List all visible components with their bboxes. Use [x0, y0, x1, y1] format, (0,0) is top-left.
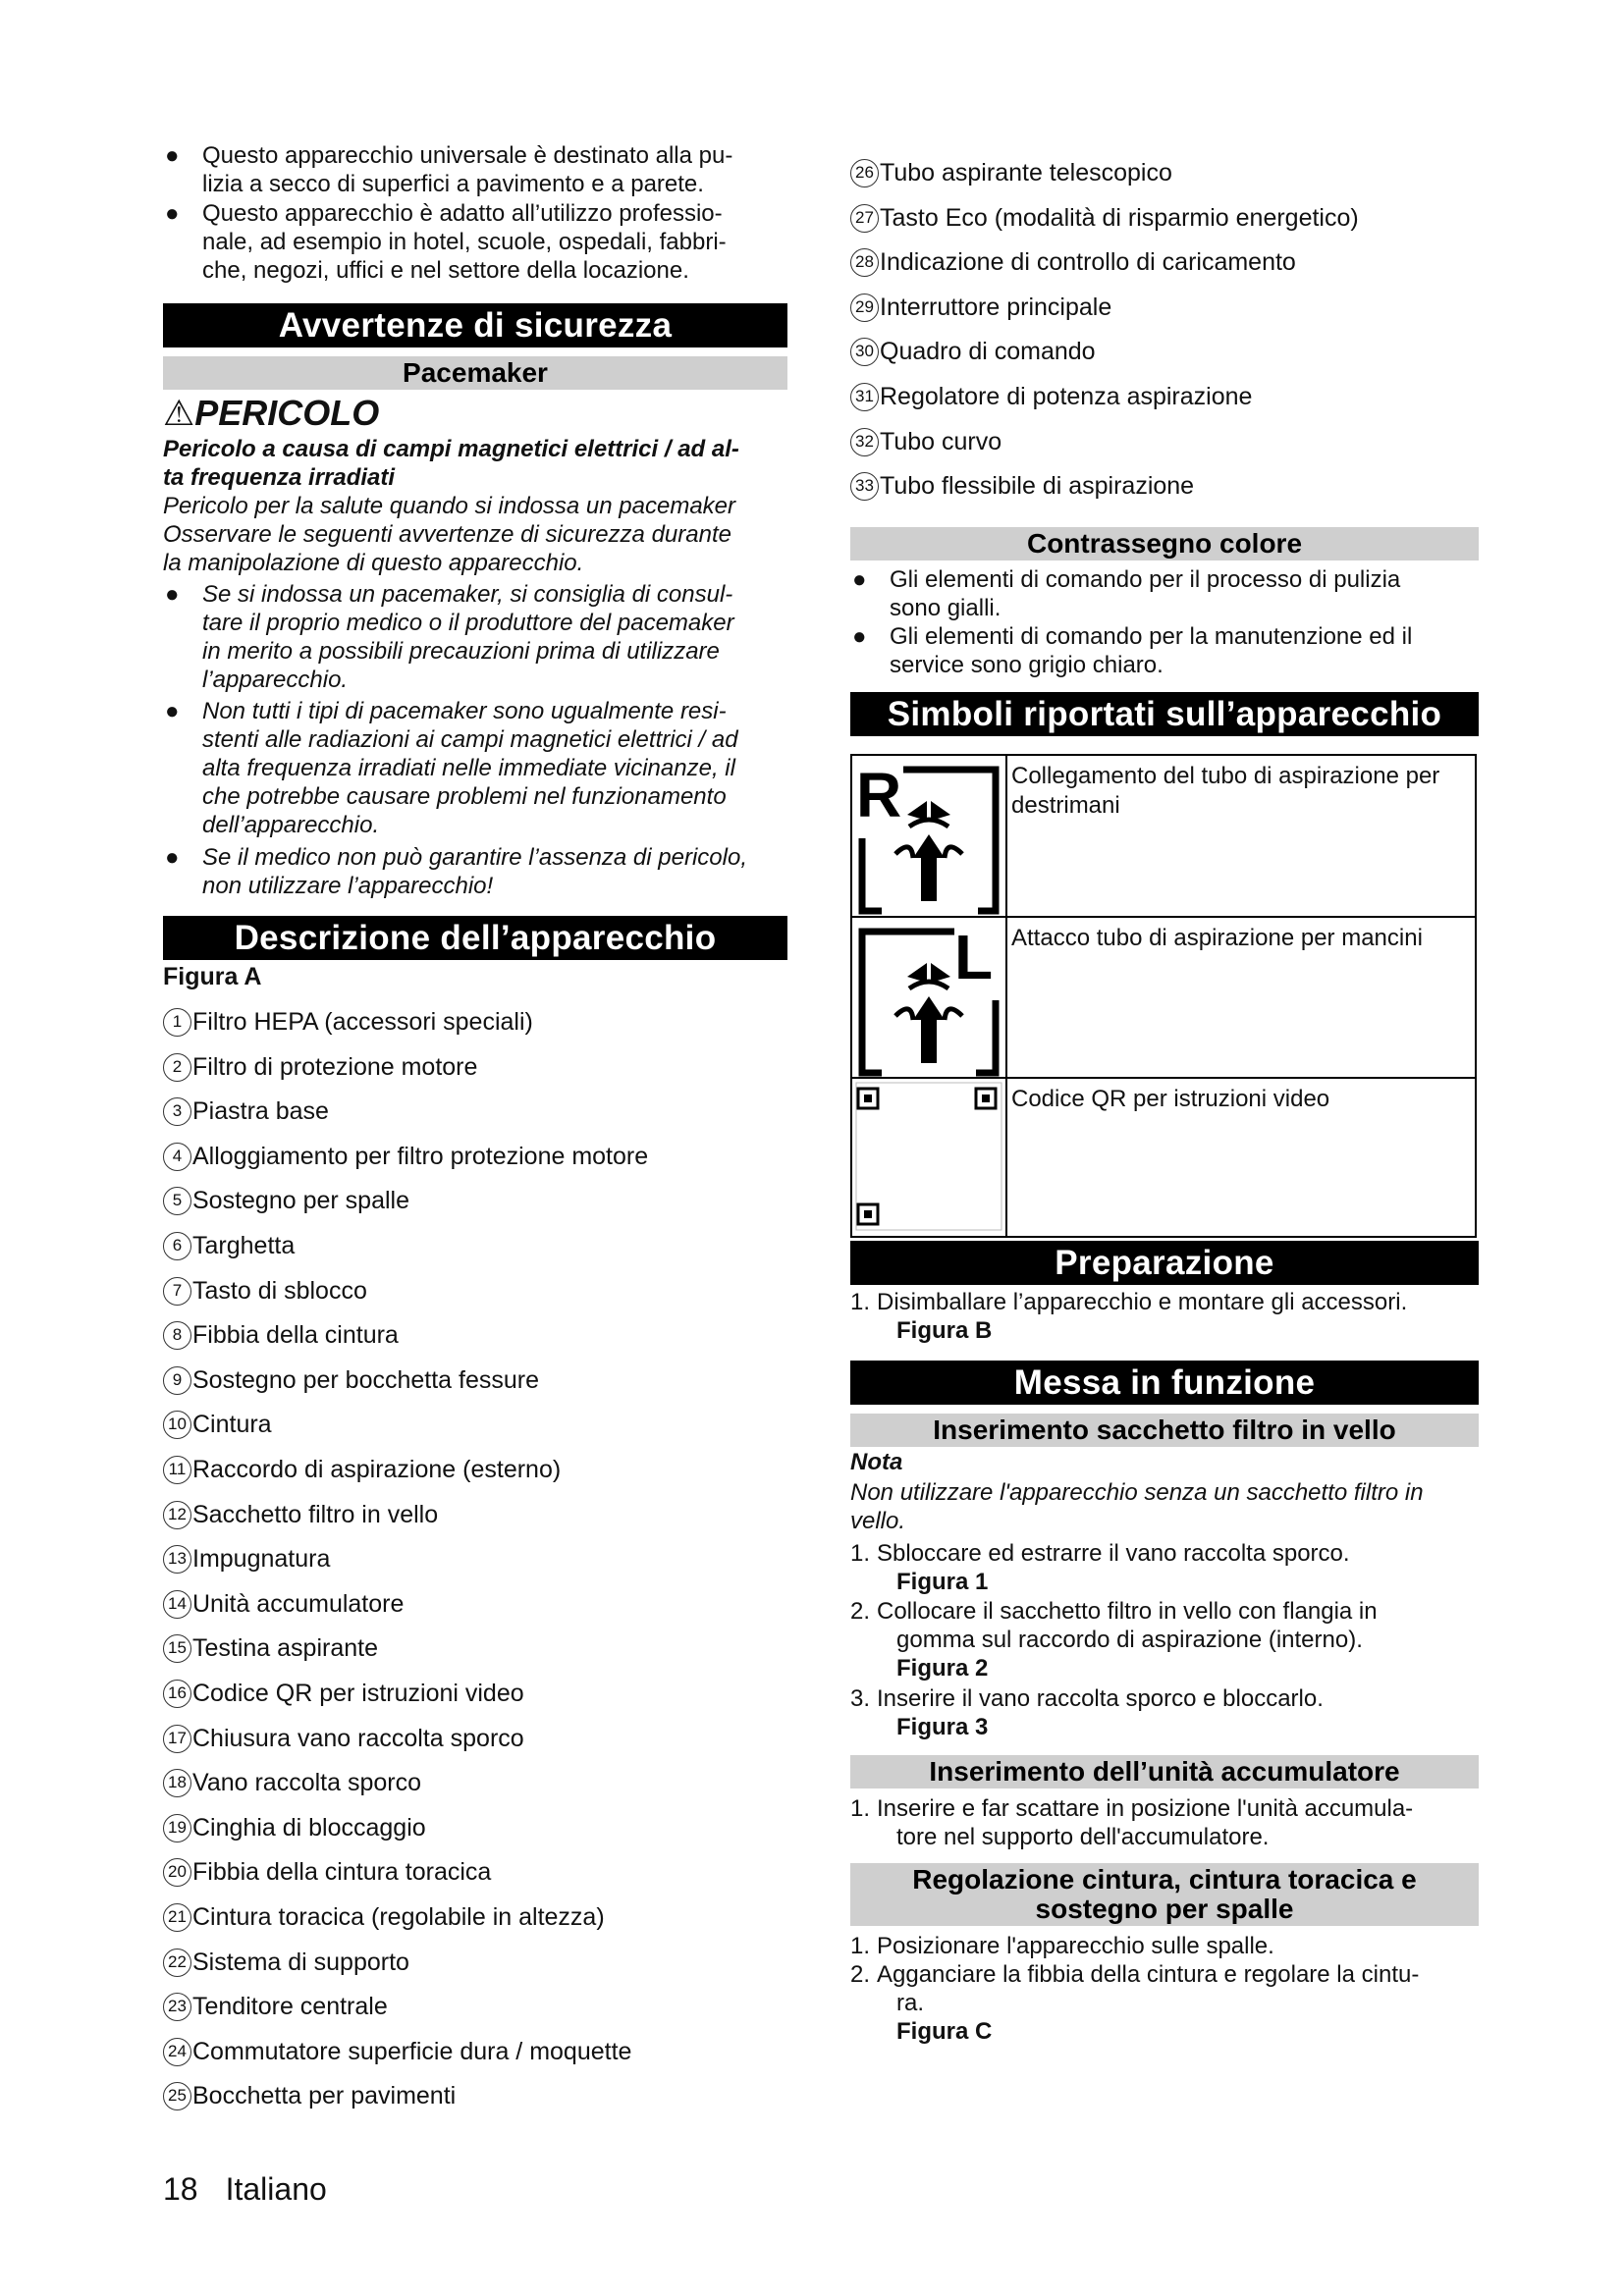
page-number: 18 — [163, 2171, 198, 2207]
item-label: Interruttore principale — [880, 293, 1112, 321]
note-title: Nota — [850, 1449, 903, 1475]
item-number: 27 — [850, 204, 879, 233]
item-label: Cintura — [192, 1410, 272, 1438]
component-item — [163, 1273, 367, 1308]
item-number: 31 — [850, 383, 879, 411]
item-number: 33 — [850, 472, 879, 501]
component-item — [163, 1721, 524, 1756]
component-item — [163, 1049, 477, 1085]
item-number: 15 — [163, 1634, 191, 1663]
component-item — [163, 1452, 561, 1487]
item-number: 32 — [850, 428, 879, 456]
item-label: Alloggiamento per filtro protezione motore — [192, 1142, 649, 1170]
component-item — [850, 379, 1252, 414]
component-item — [850, 334, 1096, 369]
item-number: 28 — [850, 248, 879, 277]
operation-heading: Messa in funzione — [850, 1361, 1479, 1405]
item-number: 7 — [163, 1277, 191, 1306]
belt-subheading: Regolazione cintura, cintura toracica e sostegno per spalle — [850, 1863, 1479, 1926]
item-number: 8 — [163, 1321, 191, 1350]
battery-step-1: 1. Inserire e far scattare in posizione l'unità accumula- tore nel supporto dell'accumulatore. — [850, 1795, 1414, 1850]
filter-step-1: 1. Sbloccare ed estrarre il vano raccolta sporco. Figura 1 — [850, 1540, 1350, 1595]
danger-description: Pericolo per la salute quando si indossa un pacemaker Osservare le seguenti avvertenze di sicurezza durante la manipolazione di questo apparecchio. — [163, 493, 736, 576]
symbol-row-right-hand: R Collegamento del tubo di aspirazione per destrimani — [852, 756, 1475, 918]
filter-step-2: 2. Collocare il sacchetto filtro in vello con flangia in gomma sul raccordo di aspirazione (interno). Figura 2 — [850, 1598, 1378, 1682]
component-item — [163, 1945, 409, 1980]
item-label: Codice QR per istruzioni video — [192, 1679, 524, 1707]
belt-step-2: 2. Agganciare la fibbia della cintura e regolare la cintu- ra. Figura C — [850, 1961, 1420, 2045]
item-label: Fibbia della cintura — [192, 1320, 399, 1349]
item-number: 24 — [163, 2038, 191, 2066]
intro-bullet-1: ● Questo apparecchio universale è destinato alla pu- lizia a secco di superfici a pavimento e a parete. — [165, 142, 733, 197]
item-number: 1 — [163, 1008, 191, 1037]
item-label: Sistema di supporto — [192, 1948, 409, 1976]
warning-triangle-icon: ⚠ — [163, 393, 195, 433]
qr-code-icon — [852, 1079, 1007, 1236]
intro-bullet-2: ● Questo apparecchio è adatto all’utilizzo professio- nale, ad esempio in hotel, scuole, ospedali, fabbri- che, negozi, uffici e nel settore della locazione. — [165, 200, 727, 284]
item-label: Sacchetto filtro in vello — [192, 1500, 439, 1528]
item-number: 13 — [163, 1545, 191, 1574]
filter-step-3: 3. Inserire il vano raccolta sporco e bloccarlo. Figura 3 — [850, 1685, 1324, 1740]
item-label: Tubo aspirante telescopico — [880, 158, 1172, 187]
item-label: Impugnatura — [192, 1544, 331, 1573]
item-number: 11 — [163, 1456, 191, 1484]
svg-text:L: L — [954, 922, 994, 992]
item-number: 4 — [163, 1143, 191, 1171]
safety-bullet-1: ● Se si indossa un pacemaker, si consiglia di consul- tare il proprio medico o il produttore del pacemaker in merito a possibili precauzioni prima di utilizzare l’apparecchio. — [165, 581, 734, 693]
item-number: 17 — [163, 1725, 191, 1753]
symbol-row-qr: Codice QR per istruzioni video — [852, 1079, 1475, 1236]
safety-bullet-3: ● Se il medico non può garantire l’assenza di pericolo, non utilizzare l’apparecchio! — [165, 844, 747, 899]
left-hand-hose-icon — [852, 918, 1007, 1077]
item-number: 14 — [163, 1590, 191, 1619]
item-number: 16 — [163, 1680, 191, 1708]
page-footer — [163, 2169, 327, 2209]
item-number: 29 — [850, 294, 879, 322]
danger-bold-text: Pericolo a causa di campi magnetici elettrici / ad al- ta frequenza irradiati — [163, 436, 739, 491]
color-code-heading: Contrassegno colore — [850, 527, 1479, 561]
component-item — [163, 1541, 330, 1576]
item-number: 3 — [163, 1097, 191, 1126]
color-bullet-2: ● Gli elementi di comando per la manutenzione ed il service sono grigio chiaro. — [852, 623, 1413, 678]
item-label: Tenditore centrale — [192, 1992, 388, 2020]
component-item — [163, 1630, 378, 1666]
item-number: 2 — [163, 1053, 191, 1082]
component-item — [850, 290, 1111, 325]
preparation-step-1: 1. Disimballare l’apparecchio e montare gli accessori. Figura B — [850, 1289, 1408, 1344]
right-hand-hose-icon — [852, 756, 1007, 916]
component-item — [163, 2078, 456, 2113]
item-label: Tubo flessibile di aspirazione — [880, 471, 1195, 500]
item-number: 22 — [163, 1949, 191, 1977]
component-item — [850, 424, 1001, 459]
item-label: Tasto di sblocco — [192, 1276, 367, 1305]
item-number: 6 — [163, 1232, 191, 1260]
item-number: 30 — [850, 338, 879, 366]
item-number: 5 — [163, 1187, 191, 1215]
item-label: Targhetta — [192, 1231, 296, 1259]
component-item — [163, 1586, 404, 1622]
item-label: Fibbia della cintura toracica — [192, 1857, 492, 1886]
item-number: 20 — [163, 1858, 191, 1887]
item-number: 9 — [163, 1366, 191, 1395]
item-label: Commutatore superficie dura / moquette — [192, 2037, 632, 2065]
component-item — [850, 468, 1194, 504]
component-item — [163, 1228, 295, 1263]
component-item — [163, 1407, 272, 1442]
belt-step-1: 1. Posizionare l'apparecchio sulle spalle. — [850, 1933, 1274, 1959]
color-bullet-1: ● Gli elementi di comando per il processo di pulizia sono gialli. — [852, 566, 1401, 621]
figure-a-label: Figura A — [163, 963, 262, 990]
item-label: Regolatore di potenza aspirazione — [880, 382, 1253, 410]
component-item — [163, 1317, 399, 1353]
item-number: 10 — [163, 1411, 191, 1439]
language-label: Italiano — [225, 2171, 327, 2207]
component-item — [163, 1362, 539, 1398]
item-label: Filtro di protezione motore — [192, 1052, 478, 1081]
note-text: Non utilizzare l'apparecchio senza un sacchetto filtro in vello. — [850, 1479, 1424, 1534]
component-item — [163, 1810, 426, 1845]
component-item — [850, 155, 1172, 190]
safety-heading: Avvertenze di sicurezza — [163, 303, 787, 347]
item-number: 19 — [163, 1814, 191, 1842]
safety-bullet-2: ● Non tutti i tipi di pacemaker sono ugualmente resi- stenti alle radiazioni ai campi magnetici elettrici / ad alta frequenza irradiati nelle immediate vicinanze, il che potrebbe causare problemi nel funzionamento dell’apparecchio. — [165, 698, 738, 838]
component-item — [163, 1676, 524, 1711]
item-number: 23 — [163, 1993, 191, 2021]
item-label: Unità accumulatore — [192, 1589, 405, 1618]
component-item — [163, 1139, 648, 1174]
item-label: Chiusura vano raccolta sporco — [192, 1724, 524, 1752]
component-item — [163, 1899, 605, 1935]
item-label: Sostegno per bocchetta fessure — [192, 1365, 540, 1394]
item-number: 12 — [163, 1501, 191, 1529]
svg-text:R: R — [856, 760, 902, 830]
item-number: 25 — [163, 2082, 191, 2110]
item-label: Raccordo di aspirazione (esterno) — [192, 1455, 562, 1483]
component-item — [163, 1765, 421, 1800]
item-label: Piastra base — [192, 1096, 329, 1125]
component-item — [163, 1854, 491, 1890]
symbol-row-left-hand: L Attacco tubo di aspirazione per mancini — [852, 918, 1475, 1079]
component-item — [163, 1004, 533, 1040]
component-item — [850, 244, 1296, 280]
item-label: Vano raccolta sporco — [192, 1768, 421, 1796]
item-label: Cintura toracica (regolabile in altezza) — [192, 1902, 605, 1931]
pacemaker-subheading: Pacemaker — [163, 356, 787, 390]
component-item — [163, 1183, 409, 1218]
item-label: Filtro HEPA (accessori speciali) — [192, 1007, 533, 1036]
preparation-heading: Preparazione — [850, 1241, 1479, 1285]
symbols-heading: Simboli riportati sull’apparecchio — [850, 692, 1479, 736]
item-label: Indicazione di controllo di caricamento — [880, 247, 1296, 276]
danger-title: ⚠PERICOLO — [163, 393, 380, 433]
item-label: Bocchetta per pavimenti — [192, 2081, 457, 2109]
item-number: 18 — [163, 1769, 191, 1797]
symbols-table — [850, 754, 1477, 1238]
item-label: Testina aspirante — [192, 1633, 379, 1662]
component-item — [163, 1989, 388, 2024]
component-item — [163, 2034, 631, 2069]
component-item — [163, 1497, 438, 1532]
item-number: 21 — [163, 1903, 191, 1932]
item-label: Sostegno per spalle — [192, 1186, 409, 1214]
component-item — [163, 1094, 329, 1129]
item-label: Quadro di comando — [880, 337, 1096, 365]
item-label: Tasto Eco (modalità di risparmio energetico) — [880, 203, 1359, 232]
item-label: Tubo curvo — [880, 427, 1002, 455]
item-label: Cinghia di bloccaggio — [192, 1813, 426, 1842]
item-number: 26 — [850, 159, 879, 187]
filter-bag-subheading: Inserimento sacchetto filtro in vello — [850, 1414, 1479, 1447]
description-heading: Descrizione dell’apparecchio — [163, 916, 787, 960]
battery-subheading: Inserimento dell’unità accumulatore — [850, 1755, 1479, 1789]
component-item — [850, 200, 1359, 236]
